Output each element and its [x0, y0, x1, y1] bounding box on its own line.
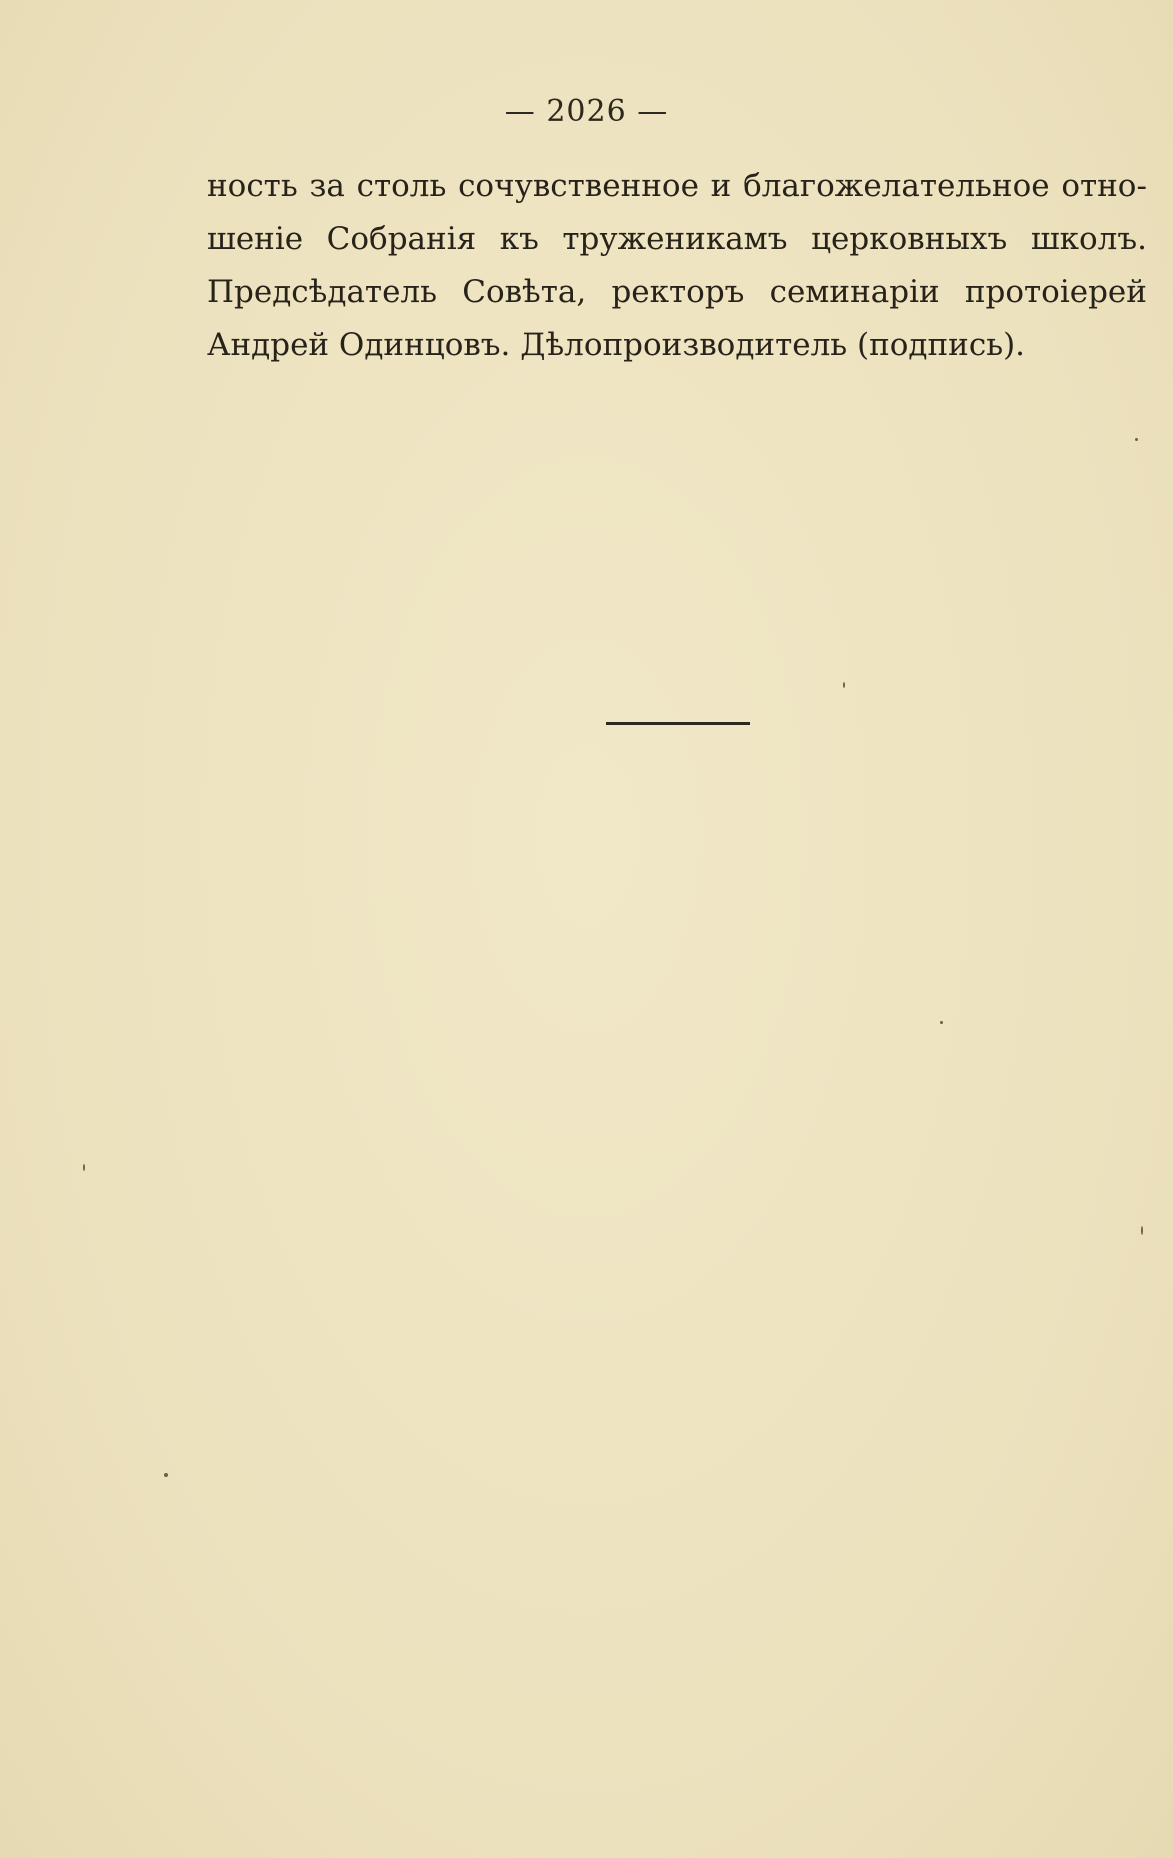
text-line-1	[207, 160, 1147, 213]
word: ность	[207, 168, 298, 204]
word: труженикамъ	[562, 221, 788, 257]
word: за	[309, 168, 345, 204]
word: протоіерей	[964, 274, 1147, 310]
word: Собранія	[326, 221, 477, 257]
paper-speck	[164, 1473, 168, 1477]
page-number: — 2026 —	[504, 94, 669, 129]
text-line-4	[207, 319, 1147, 372]
word: и	[710, 168, 732, 204]
word: къ	[499, 221, 539, 257]
word: отно-	[1061, 168, 1147, 204]
word: семинаріи	[769, 274, 940, 310]
word: церковныхъ	[811, 221, 1008, 257]
body-text	[207, 160, 1147, 372]
paper-speck	[83, 1164, 85, 1171]
word: Предсѣдатель	[207, 274, 438, 310]
closing-rule	[606, 722, 750, 725]
word: ректоръ	[611, 274, 745, 310]
word: сочувственное	[458, 168, 699, 204]
paper-speck	[940, 1021, 943, 1024]
word: благожелательное	[743, 168, 1050, 204]
text-line-3	[207, 266, 1147, 319]
paper-speck	[843, 682, 845, 688]
text-line-2	[207, 213, 1147, 266]
word: Совѣта,	[462, 274, 587, 310]
word: шеніе	[207, 221, 304, 257]
word: Андрей Одинцовъ. Дѣлопроизводитель (подпись).	[207, 327, 1026, 363]
paper-speck	[1141, 1226, 1143, 1235]
word: школъ.	[1030, 221, 1147, 257]
paper-speck	[1135, 438, 1138, 441]
word: столь	[356, 168, 447, 204]
